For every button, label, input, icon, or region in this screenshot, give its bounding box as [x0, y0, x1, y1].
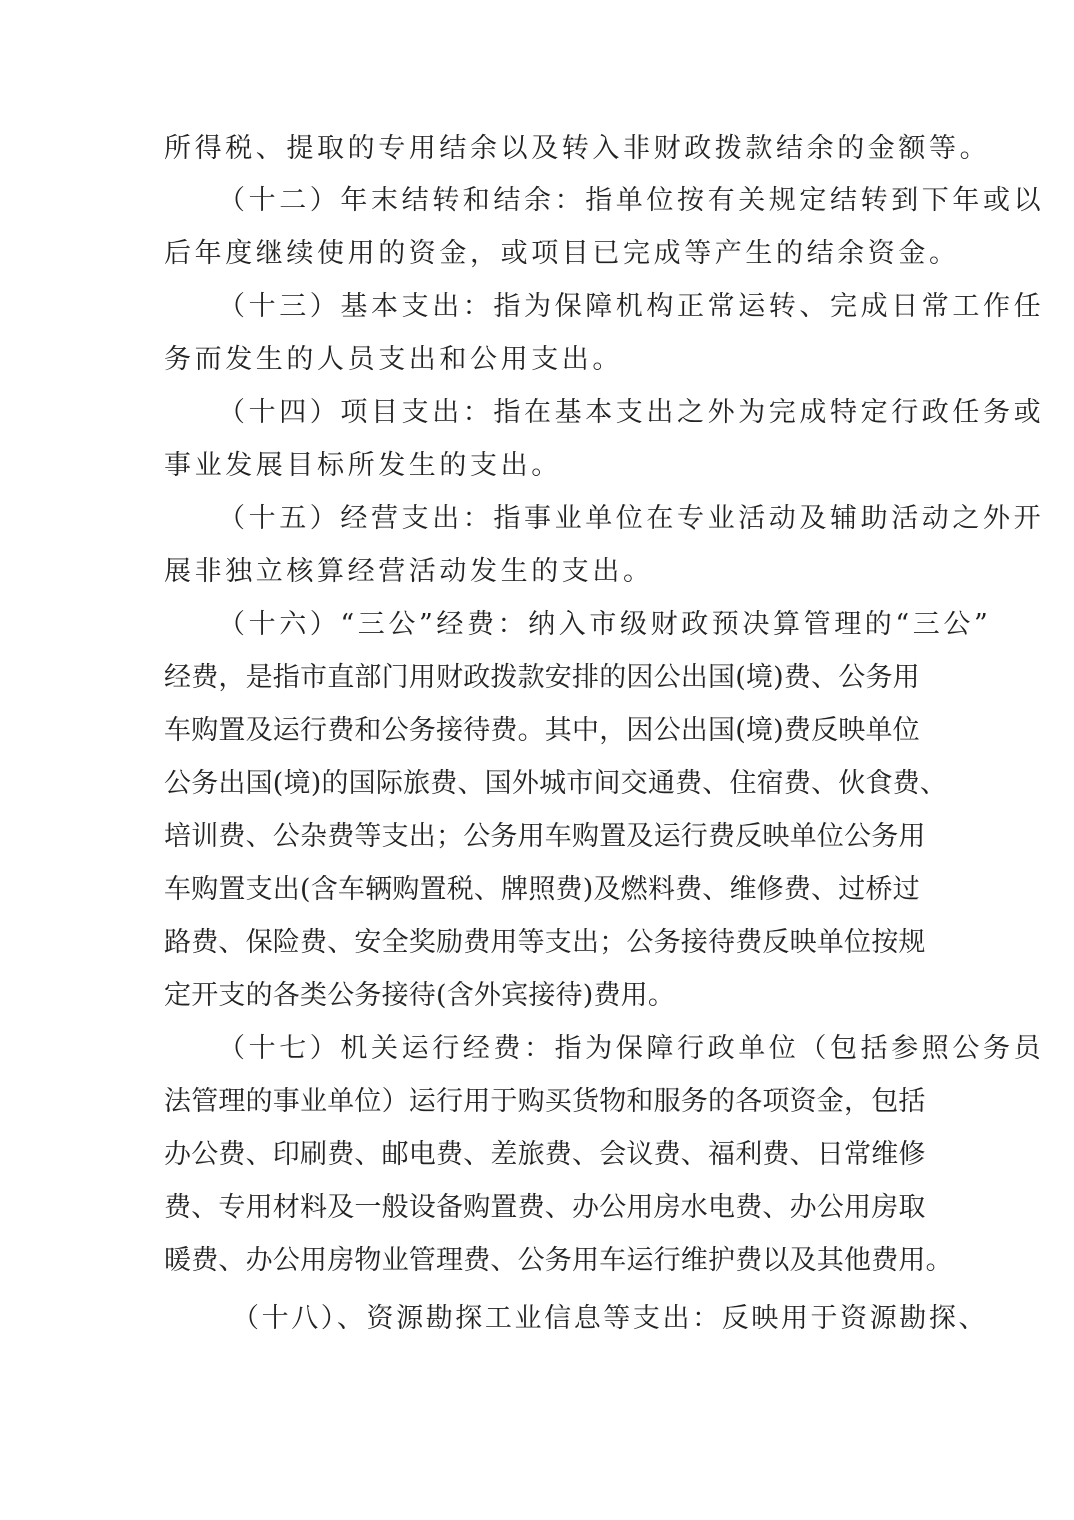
text-line: 公务出国(境)的国际旅费、国外城市间交通费、住宿费、伙食费、 [164, 768, 948, 799]
text-line-section-12: （十二）年末结转和结余：指单位按有关规定结转到下年或以 [218, 185, 1045, 216]
text-line-section-18: （十八）、资源勘探工业信息等支出：反映用于资源勘探、 [232, 1303, 989, 1334]
text-line: 经费，是指市直部门用财政拨款安排的因公出国(境)费、公务用 [164, 662, 920, 693]
text-line: 所得税、提取的专用结余以及转入非财政拨款结余的金额等。 [164, 133, 991, 164]
text-line: 务而发生的人员支出和公用支出。 [164, 344, 623, 375]
text-line: 培训费、公杂费等支出；公务用车购置及运行费反映单位公务用 [164, 821, 926, 852]
text-line-section-16: （十六）“三公”经费：纳入市级财政预决算管理的“三公” [218, 609, 992, 640]
text-line-section-15: （十五）经营支出：指事业单位在专业活动及辅助活动之外开 [218, 503, 1045, 534]
text-line: 定开支的各类公务接待(含外宾接待)费用。 [164, 980, 676, 1011]
text-line: 展非独立核算经营活动发生的支出。 [164, 556, 654, 587]
text-line-section-13: （十三）基本支出：指为保障机构正常运转、完成日常工作任 [218, 291, 1045, 322]
text-line: 车购置支出(含车辆购置税、牌照费)及燃料费、维修费、过桥过 [164, 874, 920, 905]
text-line: 费、专用材料及一般设备购置费、办公用房水电费、办公用房取 [164, 1192, 926, 1223]
text-line: 暖费、办公用房物业管理费、公务用车运行维护费以及其他费用。 [164, 1245, 953, 1276]
text-line: 后年度继续使用的资金，或项目已完成等产生的结余资金。 [164, 238, 960, 269]
text-line: 车购置及运行费和公务接待费。其中，因公出国(境)费反映单位 [164, 715, 920, 746]
text-line: 事业发展目标所发生的支出。 [164, 450, 562, 481]
text-line: 办公费、印刷费、邮电费、差旅费、会议费、福利费、日常维修 [164, 1139, 926, 1170]
text-line-section-17: （十七）机关运行经费：指为保障行政单位（包括参照公务员 [218, 1033, 1045, 1064]
text-line: 路费、保险费、安全奖励费用等支出；公务接待费反映单位按规 [164, 927, 926, 958]
text-line: 法管理的事业单位）运行用于购买货物和服务的各项资金，包括 [164, 1086, 926, 1117]
text-line-section-14: （十四）项目支出：指在基本支出之外为完成特定行政任务或 [218, 397, 1045, 428]
